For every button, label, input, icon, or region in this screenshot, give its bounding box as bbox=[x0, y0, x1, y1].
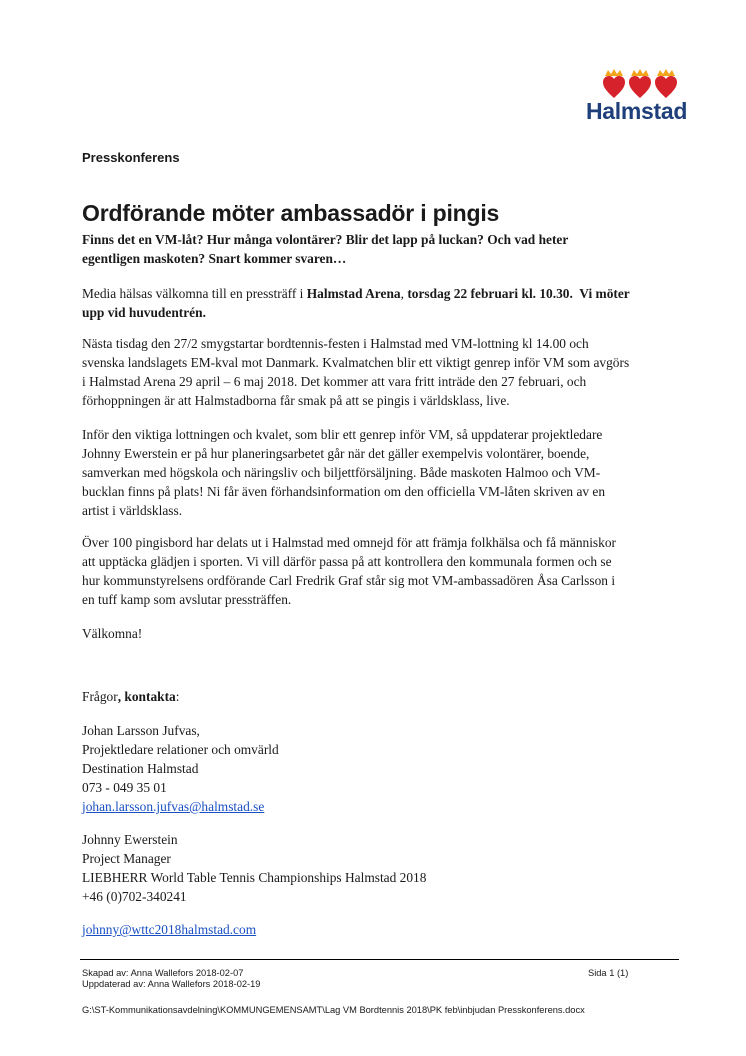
contact-card-johan bbox=[82, 721, 279, 816]
paragraph-line: hur kommunstyrelsens ordförande Carl Fredrik Graf står sig mot VM-ambassadören Åsa Carlsson i bbox=[82, 573, 616, 588]
paragraph-invitation bbox=[82, 284, 682, 322]
contact-role: Project Manager bbox=[82, 851, 171, 866]
text-span: Vi möter bbox=[572, 286, 630, 301]
paragraph-line: i Halmstad Arena 29 april – 6 maj 2018. Det kommer att vara fritt inträde den 27 februari, och bbox=[82, 374, 587, 389]
welcome-text: Välkomna! bbox=[82, 626, 143, 641]
contact-name: Johnny Ewerstein bbox=[82, 832, 178, 847]
text-span: , kontakta bbox=[117, 689, 176, 704]
paragraph-line bbox=[82, 303, 682, 322]
lead-line: egentligen maskoten? Snart kommer svaren… bbox=[82, 251, 347, 266]
paragraph-line: förhoppningen är att Halmstadborna får smak på att se pingis i världsklass, live. bbox=[82, 393, 510, 408]
document-label: Presskonferens bbox=[82, 150, 180, 165]
lead-line: Finns det en VM-låt? Hur många volontärer? Blir det lapp på luckan? Och vad heter bbox=[82, 232, 569, 247]
paragraph-line bbox=[82, 284, 682, 303]
paragraph-pingis bbox=[82, 533, 682, 609]
paragraph-line: svenska landslagets EM-kval mot Danmark. Kvalmatchen blir ett viktigt genrep inför VM som avgörs bbox=[82, 355, 630, 370]
contact-name: Johan Larsson Jufvas, bbox=[82, 723, 200, 738]
venue: Halmstad Arena bbox=[306, 286, 401, 301]
lead-paragraph bbox=[82, 230, 682, 268]
text-span: Media hälsas välkomna till en pressträff i bbox=[82, 286, 307, 301]
footer-divider bbox=[80, 959, 679, 960]
contact-organization: Destination Halmstad bbox=[82, 761, 199, 776]
logo-wordmark: Halmstad bbox=[586, 98, 688, 124]
paragraph-program bbox=[82, 425, 682, 520]
footer-created: Skapad av: Anna Wallefors 2018-02-07 bbox=[82, 968, 244, 978]
contact-intro bbox=[82, 687, 179, 706]
paragraph-line: samverkan med högskola och näringsliv och biljettförsäljning. Både maskoten Halmoo och VM- bbox=[82, 465, 601, 480]
paragraph-background bbox=[82, 334, 682, 410]
meeting-point: upp vid huvudentrén. bbox=[82, 305, 206, 320]
paragraph-line: Nästa tisdag den 27/2 smygstartar bordtennis-festen i Halmstad med VM-lottning kl 14.00 och bbox=[82, 336, 589, 351]
contact-phone: +46 (0)702-340241 bbox=[82, 889, 187, 904]
contact-organization: LIEBHERR World Table Tennis Championships Halmstad 2018 bbox=[82, 870, 427, 885]
crowned-hearts-icon bbox=[603, 68, 681, 100]
footer-authors bbox=[82, 968, 260, 990]
contact-card-johnny bbox=[82, 830, 426, 906]
footer-page-number: Sida 1 (1) bbox=[588, 968, 629, 978]
paragraph-line: Inför den viktiga lottningen och kvalet, som blir ett genrep inför VM, så uppdaterar projektledare bbox=[82, 427, 603, 442]
text-span: : bbox=[175, 689, 180, 704]
page-title: Ordförande möter ambassadör i pingis bbox=[82, 200, 500, 226]
date-time: torsdag 22 februari kl. 10.30. bbox=[407, 286, 573, 301]
footer-updated: Uppdaterad av: Anna Wallefors 2018-02-19 bbox=[82, 979, 261, 989]
contact-role: Projektledare relationer och omvärld bbox=[82, 742, 279, 757]
footer-file-path: G:\ST-Kommunikationsavdelning\KOMMUNGEMENSAMT\Lag VM Bordtennis 2018\PK feb\inbjudan Presskonferens.docx bbox=[82, 1005, 585, 1015]
paragraph-line: en tuff kamp som avslutar pressträffen. bbox=[82, 592, 292, 607]
paragraph-line: att upptäcka glädjen i sporten. Vi vill därför passa på att kontrollera den kommunala formen och se bbox=[82, 554, 612, 569]
contact-email-link[interactable]: johan.larsson.jufvas@halmstad.se bbox=[82, 799, 265, 814]
halmstad-logo bbox=[583, 68, 688, 128]
contact-email-link[interactable]: johnny@wttc2018halmstad.com bbox=[82, 922, 257, 937]
paragraph-line: Johnny Ewerstein er på hur planeringsarbetet går när det gäller exempelvis volontärer, boende, bbox=[82, 446, 590, 461]
text-span: , bbox=[400, 286, 408, 301]
text-span: Frågor bbox=[82, 689, 118, 704]
contact-phone: 073 - 049 35 01 bbox=[82, 780, 167, 795]
paragraph-line: Över 100 pingisbord har delats ut i Halmstad med omnejd för att främja folkhälsa och få människor bbox=[82, 535, 616, 550]
paragraph-line: artist i världsklass. bbox=[82, 503, 183, 518]
paragraph-line: bucklan finns på plats! Ni får även förhandsinformation om den officiella VM-låten skriven av en bbox=[82, 484, 606, 499]
